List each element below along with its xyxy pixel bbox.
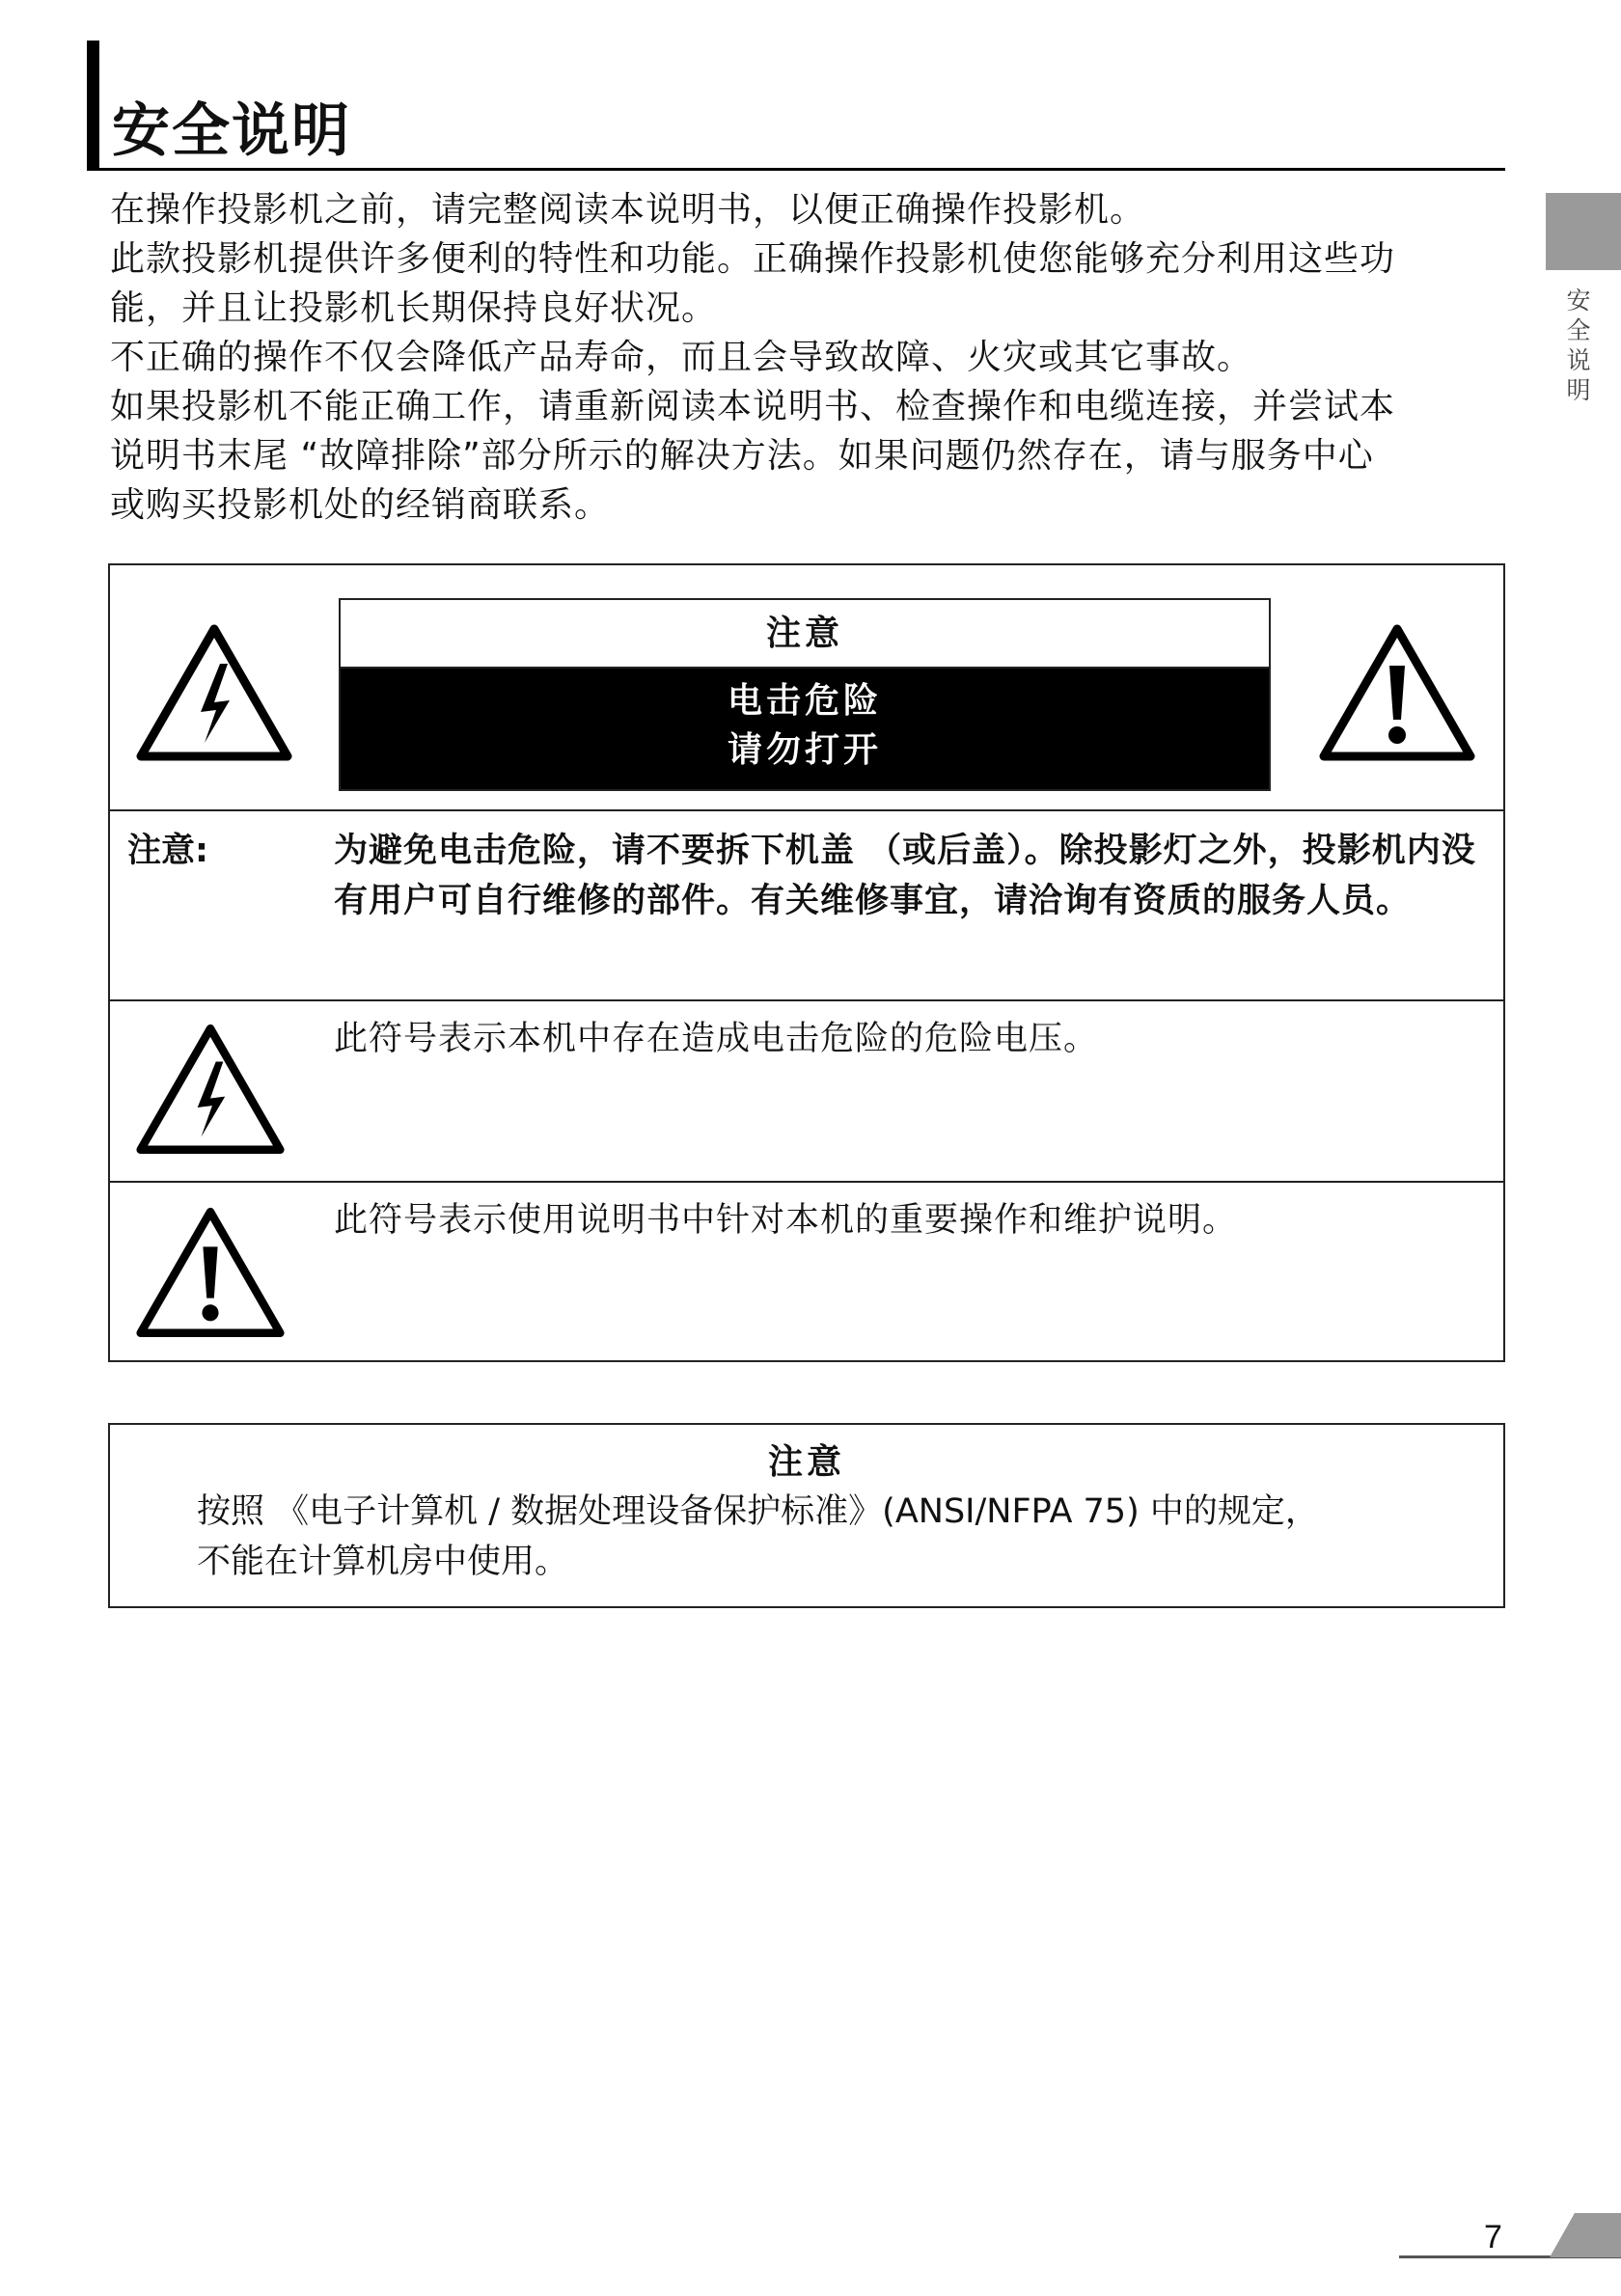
intro-line: 说明书末尾 “故障排除”部分所示的解决方法。如果问题仍然存在，请与服务中心 <box>110 436 1374 476</box>
section-tab <box>1546 193 1621 270</box>
intro-line: 能，并且让投影机长期保持良好状况。 <box>110 288 718 328</box>
lightning-warning-icon <box>135 1023 286 1156</box>
warning-text: 为避免电击危险，请不要拆下机盖 （或后盖）。除投影灯之外，投影机内没有用户可自行维修的部件。有关维修事宜，请洽询有资质的服务人员。 <box>334 832 1476 920</box>
lightning-warning-icon <box>135 623 293 762</box>
exclamation-symbol-description: 此符号表示使用说明书中针对本机的重要操作和维护说明。 <box>334 1201 1238 1240</box>
row-divider <box>110 999 1503 1001</box>
title-accent-bar <box>87 41 99 170</box>
title-underline <box>87 168 1505 171</box>
intro-line: 在操作投影机之前，请完整阅读本说明书，以便正确操作投影机。 <box>110 190 1146 230</box>
page-number: 7 <box>1484 2219 1502 2255</box>
caution-banner <box>339 598 1271 791</box>
banner-warning-text <box>341 669 1269 789</box>
caution-line: 按照 《电子计算机 / 数据处理设备保护标准》(ANSI/NFPA 75) 中的规定， <box>197 1492 1319 1531</box>
intro-line: 或购买投影机处的经销商联系。 <box>110 485 611 525</box>
caution-line: 不能在计算机房中使用。 <box>197 1543 569 1581</box>
intro-line: 不正确的操作不仅会降低产品寿命，而且会导致故障、火灾或其它事故。 <box>110 338 1253 377</box>
page-title: 安全说明 <box>112 97 351 165</box>
intro-text <box>110 185 1505 530</box>
banner-heading: 注意 <box>341 600 1269 669</box>
safety-warning-box <box>108 563 1505 1362</box>
row-divider <box>110 1181 1503 1183</box>
footer-tab <box>1550 2213 1621 2257</box>
section-tab-label: 安全说明 <box>1563 287 1591 407</box>
banner-line: 电击危险 <box>727 681 882 721</box>
row-divider <box>110 809 1503 811</box>
caution-notice-box <box>108 1423 1505 1608</box>
exclamation-warning-icon <box>135 1206 286 1339</box>
caution-heading: 注意 <box>767 1442 845 1482</box>
exclamation-warning-icon <box>1318 623 1476 762</box>
warning-label: 注意: <box>127 832 208 870</box>
banner-line: 请勿打开 <box>727 730 882 770</box>
intro-line: 如果投影机不能正确工作，请重新阅读本说明书、检查操作和电缆连接，并尝试本 <box>110 387 1396 426</box>
lightning-symbol-description: 此符号表示本机中存在造成电击危险的危险电压。 <box>334 1020 1099 1058</box>
caution-text <box>197 1487 1451 1587</box>
intro-line: 此款投影机提供许多便利的特性和功能。正确操作投影机使您能够充分利用这些功 <box>110 239 1396 279</box>
